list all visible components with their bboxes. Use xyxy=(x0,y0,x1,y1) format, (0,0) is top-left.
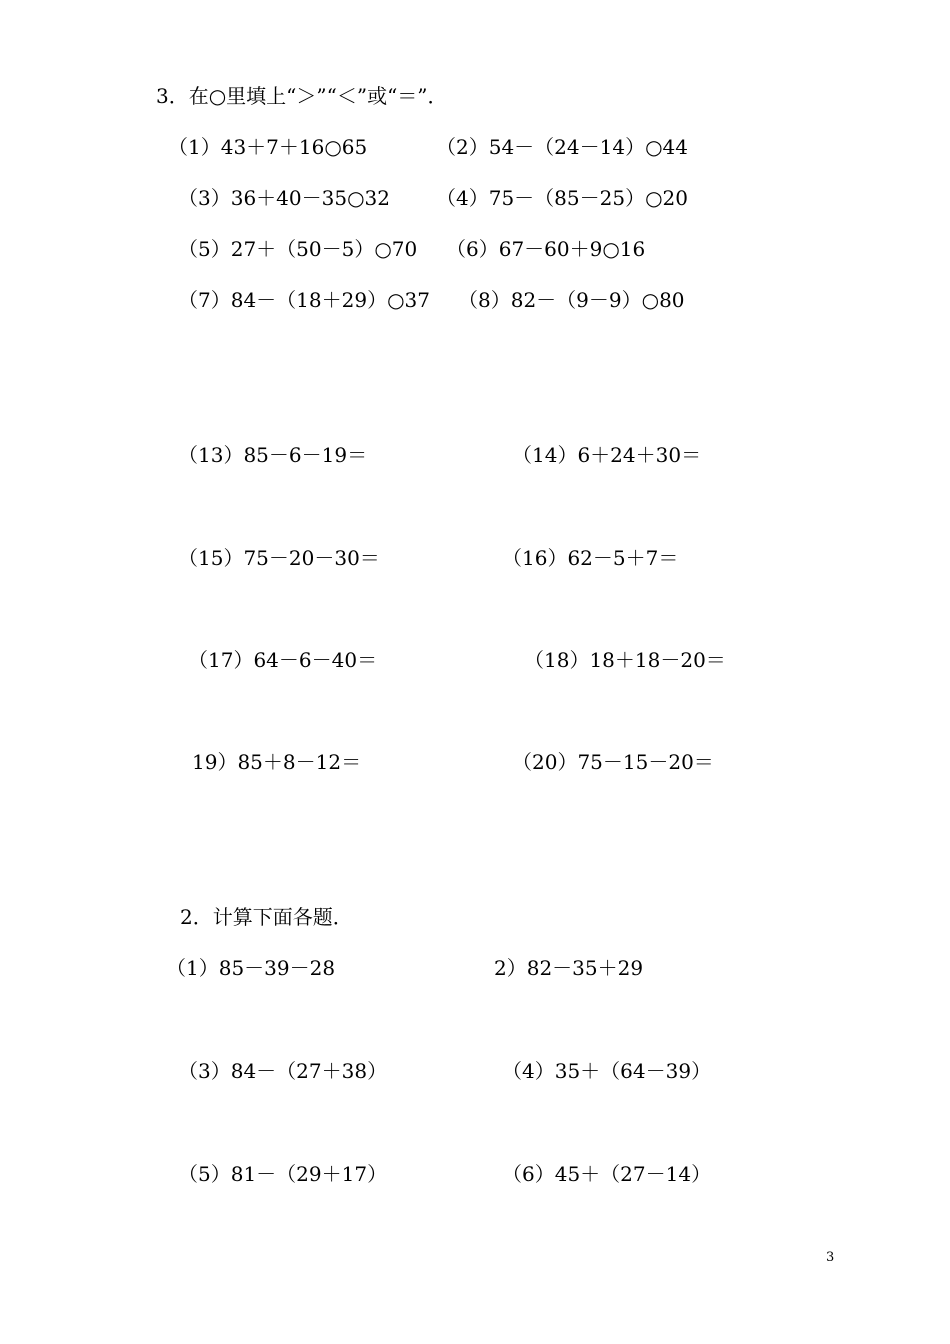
calc-problem-5: （5）81－（29＋17） xyxy=(178,1162,388,1186)
calc-problem-6: （6）45＋（27－14） xyxy=(502,1162,712,1186)
calc-item-15: （15）75－20－30＝ xyxy=(178,546,380,570)
calc-problem-4: （4）35＋（64－39） xyxy=(502,1059,712,1083)
calc-item-13: （13）85－6－19＝ xyxy=(178,443,368,467)
compare-item-2: （2）54－（24－14）○44 xyxy=(436,135,688,159)
section-3-title: 3．在○里填上“＞”“＜”或“＝”． xyxy=(156,84,448,108)
calc-item-14: （14）6＋24＋30＝ xyxy=(512,443,702,467)
calc-item-16: （16）62－5＋7＝ xyxy=(502,546,679,570)
compare-item-3: （3）36＋40－35○32 xyxy=(178,186,390,210)
calc-item-18: （18）18＋18－20＝ xyxy=(524,648,726,672)
compare-item-1: （1）43＋7＋16○65 xyxy=(168,135,368,159)
calc-item-17: （17）64－6－40＝ xyxy=(188,648,378,672)
page-number: 3 xyxy=(826,1250,835,1265)
compare-item-5: （5）27＋（50－5）○70 xyxy=(178,237,418,261)
calc-item-20: （20）75－15－20＝ xyxy=(512,750,714,774)
section-2-title: 2．计算下面各题． xyxy=(180,905,353,929)
compare-item-7: （7）84－（18＋29）○37 xyxy=(178,288,430,312)
compare-item-8: （8）82－（9－9）○80 xyxy=(458,288,685,312)
calc-problem-1: （1）85－39－28 xyxy=(166,956,336,980)
calc-problem-2: 2）82－35＋29 xyxy=(494,956,644,980)
compare-item-6: （6）67－60＋9○16 xyxy=(446,237,646,261)
calc-problem-3: （3）84－（27＋38） xyxy=(178,1059,388,1083)
compare-item-4: （4）75－（85－25）○20 xyxy=(436,186,688,210)
calc-item-19: 19）85＋8－12＝ xyxy=(192,750,362,774)
